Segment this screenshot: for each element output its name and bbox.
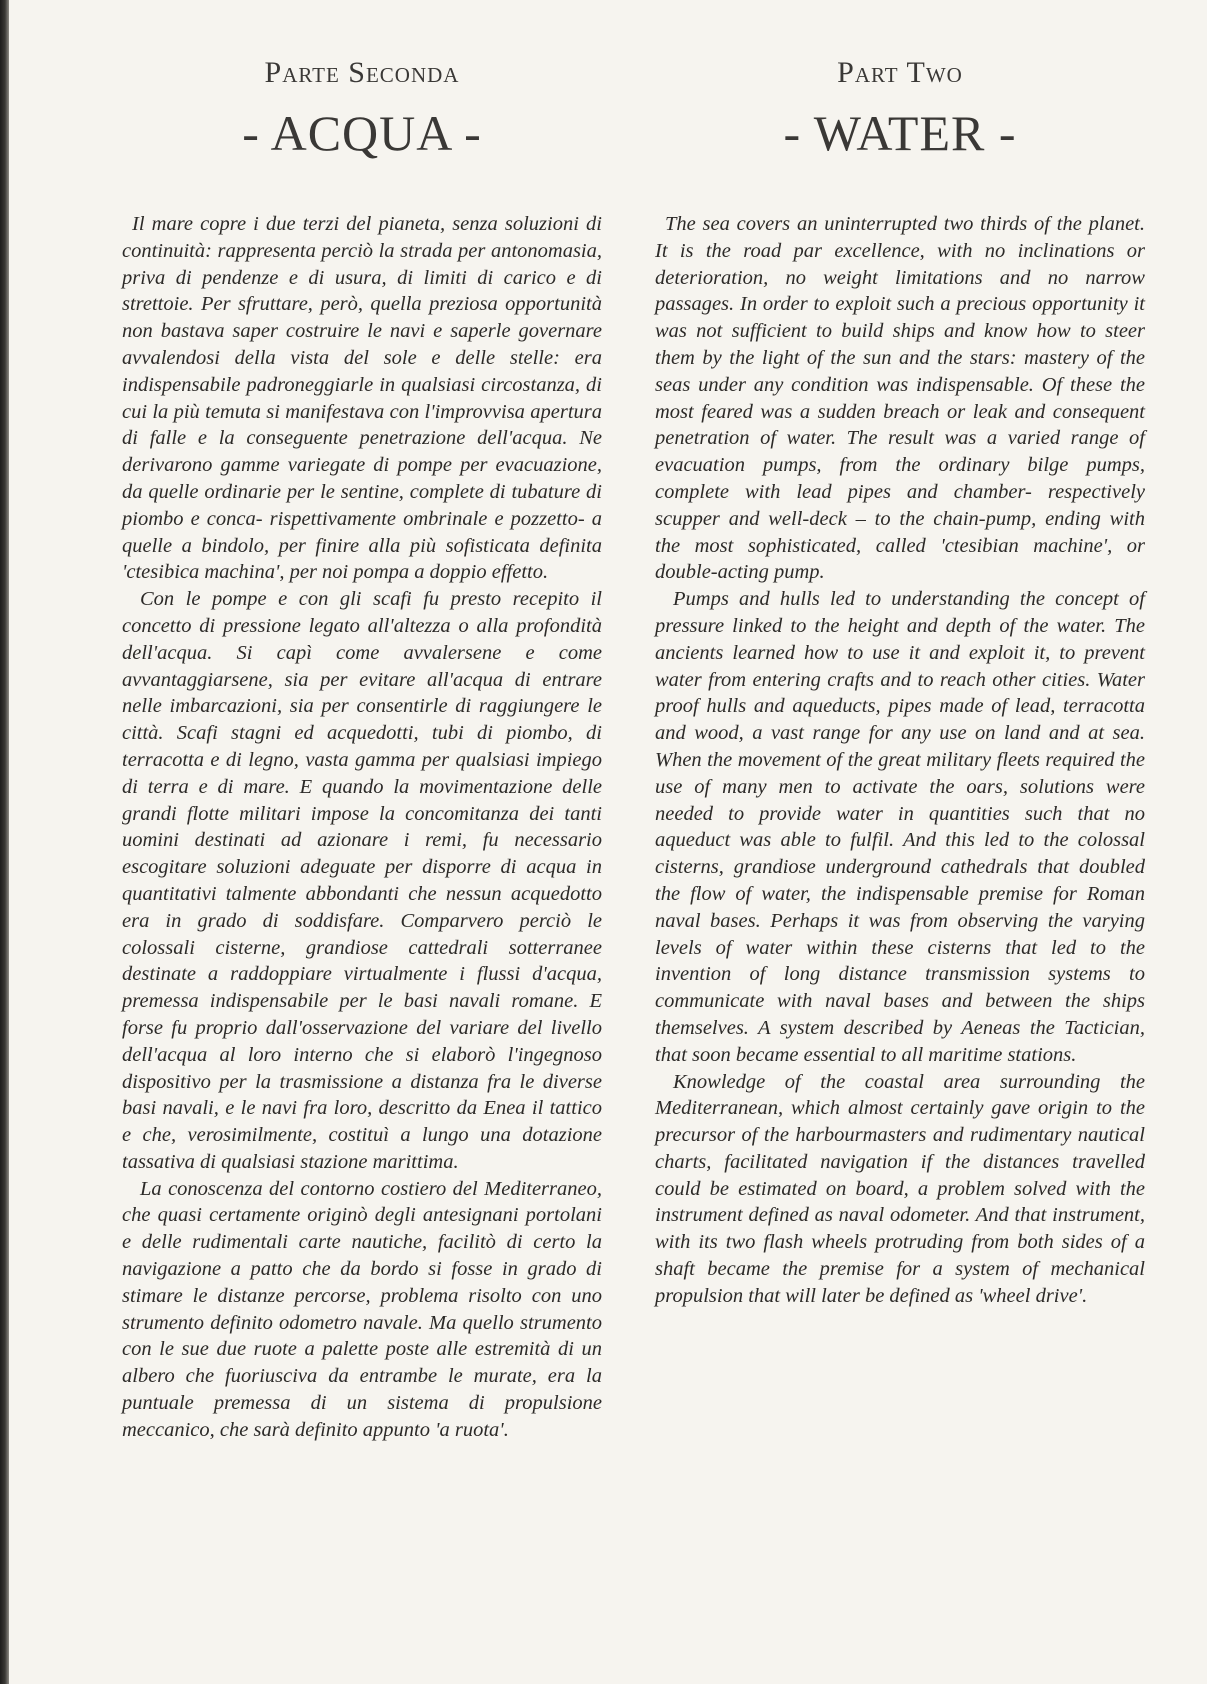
part-label-english: Part Two xyxy=(837,56,963,89)
part-label-italian: Parte Seconda xyxy=(264,56,460,89)
paragraph: Il mare copre i due terzi del pianeta, senza soluzioni di continuità: rappresenta perciò la strada per antonomasia, priva di pendenze e di usura, di limiti di carico e di strettoie. Per sfruttare, però, quella preziosa opportunità non bastava saper costruire le navi e saperle governare avvalendosi della vista del sole e delle stelle: era indispensabile padroneggiarle in qualsiasi circostanza, di cui la più temuta si manifestava con l'improvvisa apertura di falle e la conseguente penetrazione dell'acqua. Ne derivarono gamme variegate di pompe per evacuazione, da quelle ordinarie per le sentine, complete di tubature di piombo e conca- rispettivamente ombrinale e pozzetto- a quelle a bindolo, per finire alla più sofisticata definita 'ctesibica machina', per noi pompa a doppio effetto. xyxy=(122,213,602,584)
paragraph: Knowledge of the coastal area surrounding the Mediterranean, which almost certainly gave origin to the precursor of the harbourmasters and rudimentary nautical charts, facilitated navigation if the distances travelled could be estimated on board, a problem solved with the instrument defined as naval odometer. And that instrument, with its two flash wheels protruding from both sides of a shaft became the premise for a system of mechanical propulsion that will later be defined as 'wheel drive'. xyxy=(655,1070,1145,1307)
paragraph: La conoscenza del contorno costiero del Mediterraneo, che quasi certamente originò degli antesignani portolani e delle rudimentali carte nautiche, facilitò di certo la navigazione a patto che da bordo si fosse in grado di stimare le distanze percorse, problema risolto con uno strumento definito odometro navale. Ma quello strumento con le sue due ruote a palette poste alle estremità di un albero che fuoriusciva da entrambe le murate, era la puntuale premessa di un sistema di propulsione meccanico, che sarà definito appunto 'a ruota'. xyxy=(122,1177,602,1441)
italian-body-text xyxy=(122,211,602,1444)
book-spine-edge xyxy=(0,0,9,1684)
section-title-italian: - ACQUA - xyxy=(242,105,482,161)
paragraph: Con le pompe e con gli scafi fu presto recepito il concetto di pressione legato all'altezza o alla profondità dell'acqua. Si capì come avvalersene e come avvantaggiarsene, sia per evitare all'acqua di entrare nelle imbarcazioni, sia per consentirle di raggiungere le città. Scafi stagni ed acquedotti, tubi di piombo, di terracotta e di legno, vasta gamma per qualsiasi impiego di terra e di mare. E quando la movimentazione delle grandi flotte militari impose la concomitanza dei tanti uomini destinati ad azionare i remi, fu necessario escogitare soluzioni adeguate per disporre di acqua in quantitativi talmente abbondanti che nessun acquedotto era in grado di soddisfare. Comparvero perciò le colossali cisterne, grandiose cattedrali sotterranee destinate a raddoppiare virtualmente i flussi d'acqua, premessa indispensabile per le basi navali romane. E forse fu proprio dall'osservazione del variare del livello dell'acqua al loro interno che si elaborò l'ingegnoso dispositivo per la trasmissione a distanza fra le diverse basi navali, e le navi fra loro, descritto da Enea il tattico e che, verosimilmente, costituì a lungo una dotazione tassativa di qualsiasi stazione marittima. xyxy=(122,588,602,1173)
english-body-text xyxy=(655,211,1145,1310)
paragraph: Pumps and hulls led to understanding the concept of pressure linked to the height and depth of the water. The ancients learned how to use it and exploit it, to prevent water from entering crafts and to reach other cities. Water proof hulls and aqueducts, pipes made of lead, terracotta and wood, a vast range for any use on land and at sea. When the movement of the great military fleets required the use of many men to activate the oars, solutions were needed to provide water in quantities such that no aqueduct was able to fulfil. And this led to the colossal cisterns, grandiose underground cathedrals that doubled the flow of water, the indispensable premise for Roman naval bases. Perhaps it was from observing the varying levels of water within these cisterns that led to the invention of long distance transmission systems to communicate with naval bases and between the ships themselves. A system described by Aeneas the Tactician, that soon became essential to all maritime stations. xyxy=(655,588,1145,1066)
paragraph: The sea covers an uninterrupted two thirds of the planet. It is the road par excellence, with no inclinations or deterioration, no weight limitations and no narrow passages. In order to exploit such a precious opportunity it was not sufficient to build ships and know how to steer them by the light of the sun and the stars: mastery of the seas under any condition was indispensable. Of these the most feared was a sudden breach or leak and consequent penetration of water. The result was a varied range of evacuation pumps, from the ordinary bilge pumps, complete with lead pipes and chamber- respectively scupper and well-deck – to the chain-pump, ending with the most sophisticated, called 'ctesibian machine', or double-acting pump. xyxy=(655,213,1145,584)
section-title-english: - WATER - xyxy=(783,105,1017,161)
